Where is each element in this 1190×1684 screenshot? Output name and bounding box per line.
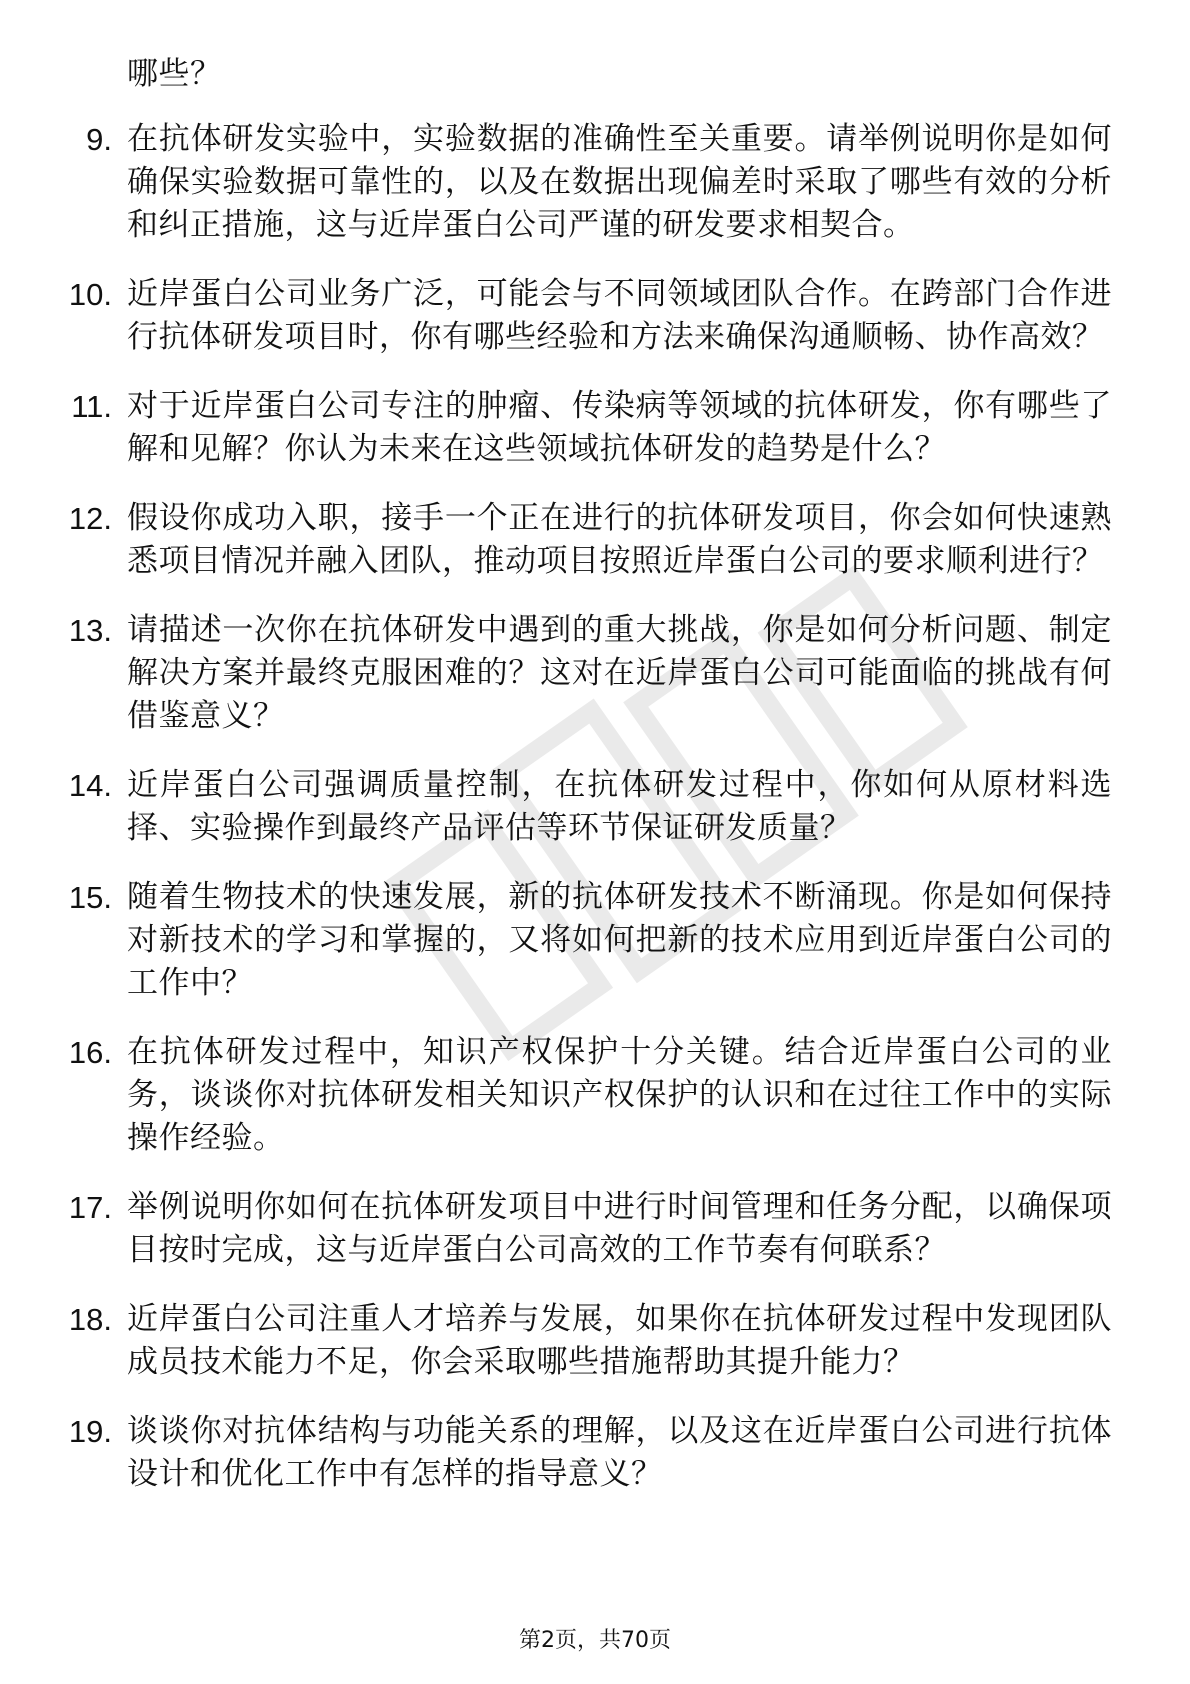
question-text: 近岸蛋白公司注重人才培养与发展，如果你在抗体研发过程中发现团队成员技术能力不足，你会采取哪些措施帮助其提升能力？: [127, 1301, 1112, 1380]
question-text: 近岸蛋白公司强调质量控制，在抗体研发过程中，你如何从原材料选择、实验操作到最终产品评估等环节保证研发质量？: [127, 767, 1112, 846]
question-number: 17.: [68, 1190, 112, 1225]
question-text: 谈谈你对抗体结构与功能关系的理解，以及这在近岸蛋白公司进行抗体设计和优化工作中有怎样的指导意义？: [127, 1413, 1112, 1492]
question-number: 13.: [68, 613, 112, 648]
question-item: [0, 1186, 1190, 1272]
previous-question-continuation: 哪些？: [127, 56, 222, 92]
question-list: [0, 118, 1190, 1522]
question-item: [0, 385, 1190, 471]
question-item: [0, 876, 1190, 1005]
question-number: 19.: [68, 1414, 112, 1449]
question-text: 近岸蛋白公司业务广泛，可能会与不同领域团队合作。在跨部门合作进行抗体研发项目时，你有哪些经验和方法来确保沟通顺畅、协作高效？: [127, 276, 1112, 355]
question-text: 对于近岸蛋白公司专注的肿瘤、传染病等领域的抗体研发，你有哪些了解和见解？你认为未来在这些领域抗体研发的趋势是什么？: [127, 388, 1112, 467]
question-number: 14.: [68, 768, 112, 803]
question-item: [0, 118, 1190, 247]
question-number: 18.: [68, 1302, 112, 1337]
question-number: 10.: [68, 277, 112, 312]
question-number: 12.: [68, 501, 112, 536]
question-number: 16.: [68, 1035, 112, 1070]
question-number: 15.: [68, 880, 112, 915]
question-item: [0, 1410, 1190, 1496]
question-item: [0, 273, 1190, 359]
question-text: 请描述一次你在抗体研发中遇到的重大挑战，你是如何分析问题、制定解决方案并最终克服困难的？这对在近岸蛋白公司可能面临的挑战有何借鉴意义？: [127, 612, 1112, 734]
question-text: 在抗体研发过程中，知识产权保护十分关键。结合近岸蛋白公司的业务，谈谈你对抗体研发相关知识产权保护的认识和在过往工作中的实际操作经验。: [127, 1034, 1112, 1156]
question-number: 9.: [86, 122, 112, 157]
question-item: [0, 497, 1190, 583]
question-number: 11.: [71, 389, 112, 424]
question-item: [0, 764, 1190, 850]
question-text: 假设你成功入职，接手一个正在进行的抗体研发项目，你会如何快速熟悉项目情况并融入团队，推动项目按照近岸蛋白公司的要求顺利进行？: [127, 500, 1112, 579]
question-text: 在抗体研发实验中，实验数据的准确性至关重要。请举例说明你是如何确保实验数据可靠性的，以及在数据出现偏差时采取了哪些有效的分析和纠正措施，这与近岸蛋白公司严谨的研发要求相契合。: [127, 121, 1112, 243]
question-text: 随着生物技术的快速发展，新的抗体研发技术不断涌现。你是如何保持对新技术的学习和掌握的，又将如何把新的技术应用到近岸蛋白公司的工作中？: [127, 879, 1112, 1001]
question-text: 举例说明你如何在抗体研发项目中进行时间管理和任务分配，以确保项目按时完成，这与近岸蛋白公司高效的工作节奏有何联系？: [127, 1189, 1112, 1268]
page-footer: 第2页，共70页: [519, 1628, 671, 1653]
question-item: [0, 609, 1190, 738]
question-item: [0, 1298, 1190, 1384]
question-item: [0, 1031, 1190, 1160]
